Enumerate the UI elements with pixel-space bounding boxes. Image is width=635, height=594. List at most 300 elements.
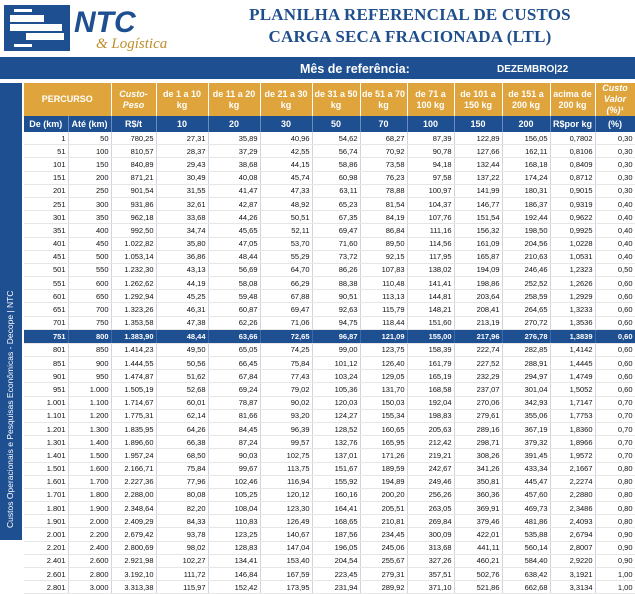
sub-header: (%) xyxy=(595,116,635,132)
table-cell: 50,56 xyxy=(156,357,208,370)
table-row xyxy=(24,343,635,356)
table-cell: 234,45 xyxy=(360,528,407,541)
table-cell: 204,54 xyxy=(312,554,360,567)
table-cell: 198,50 xyxy=(502,224,550,237)
table-cell: 2,1667 xyxy=(550,462,595,475)
table-row xyxy=(24,396,635,409)
table-cell: 31,55 xyxy=(156,184,208,197)
table-cell: 124,27 xyxy=(312,409,360,422)
table-cell: 1,4142 xyxy=(550,343,595,356)
table-cell: 168,58 xyxy=(407,383,454,396)
table-cell: 2.679,42 xyxy=(111,528,156,541)
table-cell: 151,60 xyxy=(407,316,454,329)
table-row xyxy=(24,329,635,343)
table-cell: 123,30 xyxy=(260,502,312,515)
table-cell: 500 xyxy=(68,250,111,263)
table-cell: 584,40 xyxy=(502,554,550,567)
table-cell: 153,40 xyxy=(260,554,312,567)
sub-header: 200 xyxy=(502,116,550,132)
table-cell: 60,98 xyxy=(312,171,360,184)
table-cell: 98,02 xyxy=(156,541,208,554)
table-cell: 42,87 xyxy=(208,197,260,210)
table-cell: 73,72 xyxy=(312,250,360,263)
table-cell: 35,80 xyxy=(156,237,208,250)
table-cell: 102,46 xyxy=(208,475,260,488)
table-cell: 156,32 xyxy=(454,224,502,237)
table-cell: 94,75 xyxy=(312,316,360,329)
table-cell: 457,60 xyxy=(502,488,550,501)
table-cell: 369,91 xyxy=(454,502,502,515)
table-row xyxy=(24,568,635,581)
table-cell: 81,54 xyxy=(360,197,407,210)
table-cell: 289,92 xyxy=(360,581,407,594)
table-cell: 111,72 xyxy=(156,568,208,581)
table-cell: 99,00 xyxy=(312,343,360,356)
table-cell: 2,2880 xyxy=(550,488,595,501)
table-row xyxy=(24,184,635,197)
table-cell: 84,45 xyxy=(208,422,260,435)
weight-header: de 31 a 50 kg xyxy=(312,83,360,116)
table-cell: 901,54 xyxy=(111,184,156,197)
table-cell: 2.801 xyxy=(24,581,68,594)
table-cell: 1,4445 xyxy=(550,357,595,370)
table-cell: 194,89 xyxy=(360,475,407,488)
table-row xyxy=(24,488,635,501)
table-cell: 65,23 xyxy=(312,197,360,210)
table-cell: 3.000 xyxy=(68,581,111,594)
table-row xyxy=(24,158,635,171)
reference-month-bar xyxy=(0,61,635,79)
table-cell: 120,03 xyxy=(312,396,360,409)
table-cell: 104,37 xyxy=(407,197,454,210)
table-cell: 43,13 xyxy=(156,263,208,276)
table-cell: 63,11 xyxy=(312,184,360,197)
table-cell: 1.200 xyxy=(68,409,111,422)
table-row xyxy=(24,145,635,158)
table-cell: 144,81 xyxy=(407,290,454,303)
table-cell: 82,20 xyxy=(156,502,208,515)
weight-header: acima de 200 kg xyxy=(550,83,595,116)
table-cell: 451 xyxy=(24,250,68,263)
table-cell: 212,42 xyxy=(407,436,454,449)
table-cell: 282,85 xyxy=(502,343,550,356)
table-cell: 99,67 xyxy=(208,462,260,475)
table-cell: 52,68 xyxy=(156,383,208,396)
page-title: PLANILHA REFERENCIAL DE CUSTOS xyxy=(249,5,571,24)
table-cell: 63,66 xyxy=(208,329,260,343)
table-cell: 126,49 xyxy=(260,515,312,528)
table-cell: 360,36 xyxy=(454,488,502,501)
table-cell: 249,46 xyxy=(407,475,454,488)
table-cell: 0,9925 xyxy=(550,224,595,237)
table-cell: 1,8360 xyxy=(550,422,595,435)
table-cell: 205,63 xyxy=(407,422,454,435)
table-cell: 62,14 xyxy=(156,409,208,422)
table-cell: 68,27 xyxy=(360,132,407,145)
table-cell: 279,61 xyxy=(454,409,502,422)
table-cell: 69,47 xyxy=(312,224,360,237)
table-cell: 187,56 xyxy=(312,528,360,541)
table-cell: 101,12 xyxy=(312,357,360,370)
table-cell: 108,04 xyxy=(208,502,260,515)
table-cell: 147,04 xyxy=(260,541,312,554)
table-cell: 651 xyxy=(24,303,68,316)
table-cell: 751 xyxy=(24,329,68,343)
table-cell: 2.400 xyxy=(68,541,111,554)
table-cell: 78,87 xyxy=(208,396,260,409)
table-row xyxy=(24,290,635,303)
table-cell: 222,74 xyxy=(454,343,502,356)
table-cell: 115,79 xyxy=(360,303,407,316)
header-row xyxy=(24,83,635,116)
table-cell: 160,16 xyxy=(312,488,360,501)
table-cell: 256,26 xyxy=(407,488,454,501)
sub-header: 100 xyxy=(407,116,454,132)
table-cell: 308,26 xyxy=(454,449,502,462)
table-cell: 2.288,00 xyxy=(111,488,156,501)
table-cell: 1.414,23 xyxy=(111,343,156,356)
table-cell: 219,21 xyxy=(407,449,454,462)
sub-header: R$/t xyxy=(111,116,156,132)
table-cell: 160,65 xyxy=(360,422,407,435)
table-cell: 1.323,26 xyxy=(111,303,156,316)
table-cell: 246,46 xyxy=(502,263,550,276)
table-cell: 0,40 xyxy=(595,211,635,224)
table-cell: 46,31 xyxy=(156,303,208,316)
table-cell: 141,99 xyxy=(454,184,502,197)
table-cell: 450 xyxy=(68,237,111,250)
table-cell: 367,19 xyxy=(502,422,550,435)
table-cell: 1.383,90 xyxy=(111,329,156,343)
table-cell: 194,09 xyxy=(454,263,502,276)
table-cell: 1,9572 xyxy=(550,449,595,462)
table-cell: 2.800,69 xyxy=(111,541,156,554)
table-cell: 301 xyxy=(24,211,68,224)
table-cell: 992,50 xyxy=(111,224,156,237)
table-cell: 50,51 xyxy=(260,211,312,224)
table-cell: 28,37 xyxy=(156,145,208,158)
table-cell: 35,89 xyxy=(208,132,260,145)
table-cell: 460,21 xyxy=(454,554,502,567)
table-row xyxy=(24,250,635,263)
table-cell: 0,70 xyxy=(595,396,635,409)
table-cell: 288,91 xyxy=(502,357,550,370)
table-cell: 1,3839 xyxy=(550,329,595,343)
table-cell: 441,11 xyxy=(454,541,502,554)
sub-header: 20 xyxy=(208,116,260,132)
table-cell: 51,62 xyxy=(156,370,208,383)
table-cell: 171,26 xyxy=(360,449,407,462)
table-cell: 481,86 xyxy=(502,515,550,528)
table-cell: 138,02 xyxy=(407,263,454,276)
table-cell: 67,35 xyxy=(312,211,360,224)
table-cell: 200 xyxy=(68,171,111,184)
table-cell: 186,37 xyxy=(502,197,550,210)
table-row xyxy=(24,422,635,435)
table-cell: 300,09 xyxy=(407,528,454,541)
table-cell: 27,31 xyxy=(156,132,208,145)
table-cell: 1,7753 xyxy=(550,409,595,422)
table-cell: 391,45 xyxy=(502,449,550,462)
table-cell: 851 xyxy=(24,357,68,370)
table-cell: 263,05 xyxy=(407,502,454,515)
table-cell: 107,83 xyxy=(360,263,407,276)
table-cell: 251 xyxy=(24,197,68,210)
table-cell: 0,90 xyxy=(595,528,635,541)
table-row xyxy=(24,502,635,515)
table-cell: 150,03 xyxy=(360,396,407,409)
table-cell: 205,51 xyxy=(360,502,407,515)
table-cell: 192,04 xyxy=(407,396,454,409)
table-cell: 2.921,98 xyxy=(111,554,156,567)
sub-header: 50 xyxy=(312,116,360,132)
table-cell: 102,27 xyxy=(156,554,208,567)
table-cell: 1.400 xyxy=(68,436,111,449)
table-cell: 77,43 xyxy=(260,370,312,383)
table-cell: 950 xyxy=(68,370,111,383)
percurso-header: PERCURSO xyxy=(24,83,111,116)
table-cell: 94,18 xyxy=(407,158,454,171)
sub-header: 30 xyxy=(260,116,312,132)
table-cell: 1.201 xyxy=(24,422,68,435)
table-cell: 120,12 xyxy=(260,488,312,501)
table-cell: 0,70 xyxy=(595,436,635,449)
table-cell: 105,36 xyxy=(312,383,360,396)
table-cell: 1.501 xyxy=(24,462,68,475)
table-cell: 198,86 xyxy=(454,277,502,290)
table-cell: 0,60 xyxy=(595,343,635,356)
sub-header: De (km) xyxy=(24,116,68,132)
table-cell: 0,30 xyxy=(595,158,635,171)
subheader-row xyxy=(24,116,635,132)
table-cell: 1,2929 xyxy=(550,290,595,303)
table-cell: 86,26 xyxy=(312,263,360,276)
table-cell: 93,20 xyxy=(260,409,312,422)
table-cell: 132,44 xyxy=(454,158,502,171)
table-cell: 1.000 xyxy=(68,383,111,396)
table-cell: 1,4749 xyxy=(550,370,595,383)
table-cell: 164,41 xyxy=(312,502,360,515)
table-cell: 64,70 xyxy=(260,263,312,276)
table-cell: 2,4093 xyxy=(550,515,595,528)
table-cell: 48,92 xyxy=(260,197,312,210)
table-cell: 700 xyxy=(68,303,111,316)
table-cell: 89,50 xyxy=(360,237,407,250)
table-cell: 59,48 xyxy=(208,290,260,303)
table-cell: 3,1921 xyxy=(550,568,595,581)
weight-header: de 71 a 100 kg xyxy=(407,83,454,116)
table-cell: 79,02 xyxy=(260,383,312,396)
table-cell: 196,05 xyxy=(312,541,360,554)
weight-header: de 21 a 30 kg xyxy=(260,83,312,116)
table-cell: 162,11 xyxy=(502,145,550,158)
table-cell: 161,79 xyxy=(407,357,454,370)
table-row xyxy=(24,237,635,250)
table-cell: 0,60 xyxy=(595,316,635,329)
table-cell: 128,83 xyxy=(208,541,260,554)
table-cell: 701 xyxy=(24,316,68,329)
table-cell: 1.601 xyxy=(24,475,68,488)
table-cell: 81,66 xyxy=(208,409,260,422)
table-cell: 131,70 xyxy=(360,383,407,396)
table-row xyxy=(24,316,635,329)
table-cell: 0,70 xyxy=(595,409,635,422)
table-cell: 30,49 xyxy=(156,171,208,184)
table-cell: 301,04 xyxy=(502,383,550,396)
table-cell: 66,38 xyxy=(156,436,208,449)
table-cell: 151,67 xyxy=(312,462,360,475)
table-cell: 151 xyxy=(24,171,68,184)
table-cell: 1.474,87 xyxy=(111,370,156,383)
table-cell: 140,67 xyxy=(260,528,312,541)
table-cell: 0,40 xyxy=(595,237,635,250)
table-row xyxy=(24,211,635,224)
sub-header: R$por kg xyxy=(550,116,595,132)
table-cell: 1.444,55 xyxy=(111,357,156,370)
table-cell: 137,22 xyxy=(454,171,502,184)
table-cell: 269,84 xyxy=(407,515,454,528)
table-cell: 68,50 xyxy=(156,449,208,462)
table-cell: 47,33 xyxy=(260,184,312,197)
table-cell: 45,74 xyxy=(260,171,312,184)
table-cell: 1,3536 xyxy=(550,316,595,329)
table-cell: 1.957,24 xyxy=(111,449,156,462)
table-cell: 502,76 xyxy=(454,568,502,581)
table-cell: 111,16 xyxy=(407,224,454,237)
table-cell: 148,21 xyxy=(407,303,454,316)
table-cell: 45,65 xyxy=(208,224,260,237)
table-cell: 840,89 xyxy=(111,158,156,171)
table-cell: 158,39 xyxy=(407,343,454,356)
ntc-logo xyxy=(4,3,180,53)
table-cell: 0,80 xyxy=(595,515,635,528)
table-cell: 1,8966 xyxy=(550,436,595,449)
sub-header: Até (km) xyxy=(68,116,111,132)
table-cell: 351 xyxy=(24,224,68,237)
reference-month-label: Mês de referência: xyxy=(300,62,410,76)
table-cell: 110,48 xyxy=(360,277,407,290)
table-cell: 2.227,36 xyxy=(111,475,156,488)
table-row xyxy=(24,277,635,290)
table-row xyxy=(24,541,635,554)
table-cell: 800 xyxy=(68,329,111,343)
weight-header: de 151 a 200 kg xyxy=(502,83,550,116)
table-cell: 300 xyxy=(68,197,111,210)
table-cell: 232,29 xyxy=(454,370,502,383)
table-cell: 501 xyxy=(24,263,68,276)
table-cell: 242,67 xyxy=(407,462,454,475)
table-cell: 40,96 xyxy=(260,132,312,145)
table-cell: 200,20 xyxy=(360,488,407,501)
weight-header: de 51 a 70 kg xyxy=(360,83,407,116)
table-cell: 1,5052 xyxy=(550,383,595,396)
table-row xyxy=(24,449,635,462)
table-cell: 146,77 xyxy=(454,197,502,210)
table-cell: 1.292,94 xyxy=(111,290,156,303)
table-cell: 67,88 xyxy=(260,290,312,303)
table-cell: 37,29 xyxy=(208,145,260,158)
table-cell: 0,30 xyxy=(595,145,635,158)
table-cell: 0,90 xyxy=(595,554,635,567)
table-cell: 146,84 xyxy=(208,568,260,581)
table-cell: 1.835,95 xyxy=(111,422,156,435)
table-cell: 355,06 xyxy=(502,409,550,422)
table-cell: 116,94 xyxy=(260,475,312,488)
table-cell: 165,19 xyxy=(407,370,454,383)
table-cell: 75,84 xyxy=(260,357,312,370)
table-cell: 55,29 xyxy=(260,250,312,263)
table-cell: 155,00 xyxy=(407,329,454,343)
custo-valor-header: Custo Valor (%)¹ xyxy=(595,83,635,116)
table-cell: 101 xyxy=(24,158,68,171)
table-cell: 29,43 xyxy=(156,158,208,171)
table-cell: 42,55 xyxy=(260,145,312,158)
table-cell: 638,42 xyxy=(502,568,550,581)
table-cell: 156,05 xyxy=(502,132,550,145)
table-cell: 60,87 xyxy=(208,303,260,316)
table-cell: 90,02 xyxy=(260,396,312,409)
table-cell: 270,72 xyxy=(502,316,550,329)
table-cell: 1.900 xyxy=(68,502,111,515)
table-cell: 36,86 xyxy=(156,250,208,263)
table-cell: 227,52 xyxy=(454,357,502,370)
table-cell: 0,80 xyxy=(595,462,635,475)
table-cell: 1.301 xyxy=(24,436,68,449)
table-cell: 67,84 xyxy=(208,370,260,383)
table-cell: 433,34 xyxy=(502,462,550,475)
table-cell: 123,75 xyxy=(360,343,407,356)
table-cell: 252,52 xyxy=(502,277,550,290)
table-cell: 2.348,64 xyxy=(111,502,156,515)
table-cell: 93,78 xyxy=(156,528,208,541)
table-cell: 270,06 xyxy=(454,396,502,409)
table-cell: 1,0531 xyxy=(550,250,595,263)
table-cell: 1.500 xyxy=(68,449,111,462)
table-cell: 165,95 xyxy=(360,436,407,449)
sub-header: 10 xyxy=(156,116,208,132)
sub-header: 150 xyxy=(454,116,502,132)
table-cell: 2,9220 xyxy=(550,554,595,567)
table-cell: 41,47 xyxy=(208,184,260,197)
table-cell: 210,81 xyxy=(360,515,407,528)
table-cell: 245,06 xyxy=(360,541,407,554)
table-cell: 313,68 xyxy=(407,541,454,554)
table-cell: 137,01 xyxy=(312,449,360,462)
table-cell: 113,13 xyxy=(360,290,407,303)
table-row xyxy=(24,515,635,528)
table-cell: 53,70 xyxy=(260,237,312,250)
table-cell: 127,66 xyxy=(454,145,502,158)
table-cell: 203,64 xyxy=(454,290,502,303)
sidebar-caption-text: Custos Operacionais e Pesquisas Econômicas - Decope | NTC xyxy=(5,290,15,528)
table-cell: 521,86 xyxy=(454,581,502,594)
table-cell: 2.201 xyxy=(24,541,68,554)
table-cell: 0,60 xyxy=(595,303,635,316)
table-cell: 0,60 xyxy=(595,329,635,343)
table-cell: 0,40 xyxy=(595,250,635,263)
table-cell: 371,10 xyxy=(407,581,454,594)
table-cell: 1.053,14 xyxy=(111,250,156,263)
table-cell: 379,32 xyxy=(502,436,550,449)
table-cell: 401 xyxy=(24,237,68,250)
table-cell: 2.401 xyxy=(24,554,68,567)
table-cell: 469,73 xyxy=(502,502,550,515)
table-cell: 204,56 xyxy=(502,237,550,250)
table-cell: 58,08 xyxy=(208,277,260,290)
table-cell: 2,8007 xyxy=(550,541,595,554)
table-cell: 155,92 xyxy=(312,475,360,488)
table-cell: 445,47 xyxy=(502,475,550,488)
